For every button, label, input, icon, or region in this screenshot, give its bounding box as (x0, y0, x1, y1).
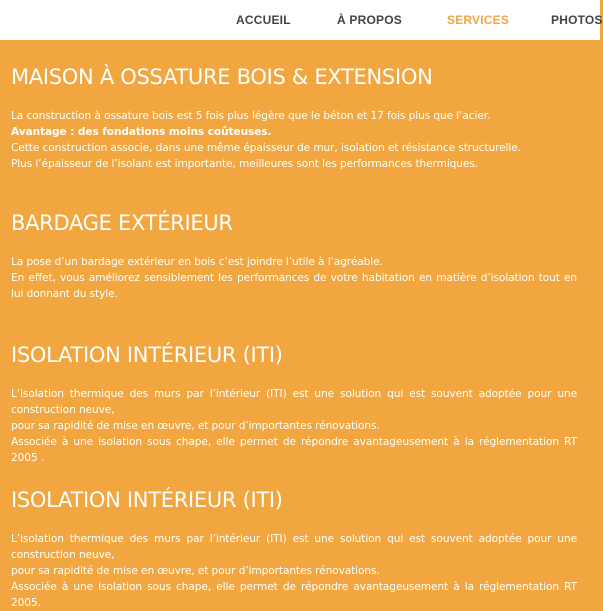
section-body (11, 386, 577, 466)
section-title: ISOLATION INTÉRIEUR (ITI) (11, 488, 283, 512)
section-title: ISOLATION INTÉRIEUR (ITI) (11, 343, 283, 367)
paragraph-line: L’isolation thermique des murs par l’intérieur (ITI) est une solution qui est souvent adoptée pour une construction neuve, (11, 388, 577, 416)
paragraph-line: Cette construction associe, dans une même épaisseur de mur, isolation et résistance structurelle. (11, 142, 521, 154)
paragraph-line: Associée à une isolation sous chape, elle permet de répondre avantageusement à la réglementation RT 2005. (11, 581, 577, 609)
paragraph-line-highlight: Avantage : des fondations moins coûteuses. (11, 126, 272, 138)
paragraph-line: pour sa rapidité de mise en œuvre, et pour d’importantes rénovations. (11, 420, 380, 432)
top-navigation (0, 0, 603, 40)
nav-link-accueil[interactable]: ACCUEIL (236, 13, 291, 27)
section-title: BARDAGE EXTÉRIEUR (11, 211, 233, 235)
section-title: MAISON À OSSATURE BOIS & EXTENSION (11, 65, 433, 89)
paragraph-line: La pose d’un bardage extérieur en bois c’est joindre l’utile à l’agréable. (11, 256, 383, 268)
section-isolation-interieur-2 (11, 487, 577, 611)
paragraph-line: La construction à ossature bois est 5 fois plus légère que le béton et 17 fois plus que l’acier. (11, 110, 491, 122)
paragraph-line: Plus l’épaisseur de l’isolant est importante, meilleures sont les performances thermiques. (11, 158, 479, 170)
section-bardage-exterieur (11, 210, 577, 302)
paragraph-line: Associée à une isolation sous chape, elle permet de répondre avantageusement à la réglementation RT 2005 . (11, 436, 577, 464)
nav-link-a-propos[interactable]: À PROPOS (337, 13, 402, 27)
nav-link-services[interactable]: SERVICES (447, 13, 510, 27)
section-isolation-interieur (11, 342, 577, 466)
section-body (11, 108, 577, 172)
paragraph-line: L’isolation thermique des murs par l’intérieur (ITI) est une solution qui est souvent adoptée pour une construction neuve, (11, 533, 577, 561)
paragraph-line: pour sa rapidité de mise en œuvre, et pour d’importantes rénovations. (11, 565, 380, 577)
section-body (11, 254, 577, 302)
section-ossature-bois (11, 64, 577, 172)
paragraph-line: En effet, vous améliorez sensiblement les performances de votre habitation en matière d’isolation tout en lui donnant du style. (11, 272, 577, 300)
section-body (11, 531, 577, 611)
nav-link-photos[interactable]: PHOTOS (551, 13, 603, 27)
